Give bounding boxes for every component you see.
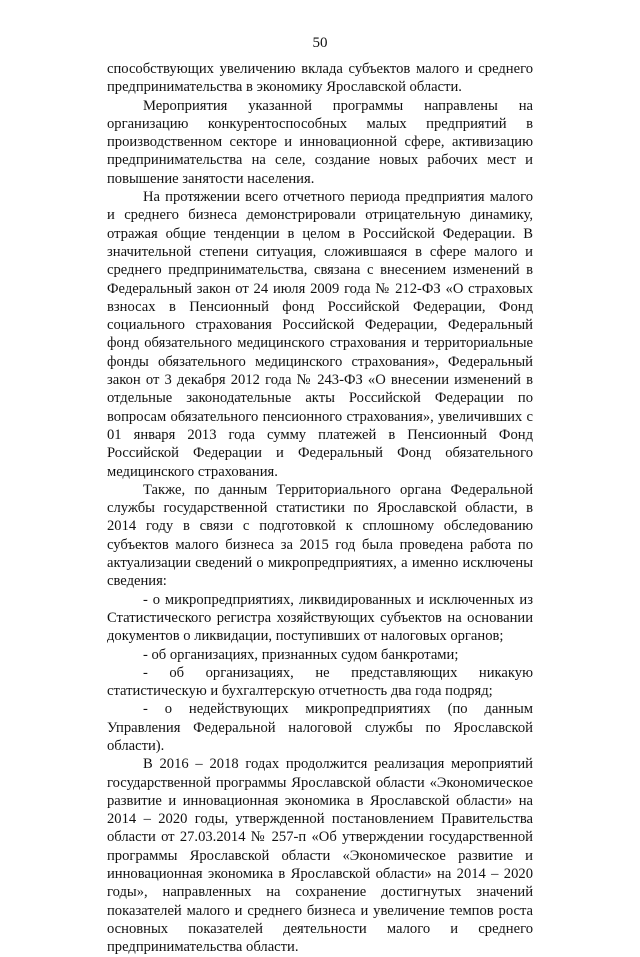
paragraph-continuation: способствующих увеличению вклада субъектов малого и среднего предпринимательства в экономику Ярославской области.	[107, 61, 533, 96]
list-item-liquidated: - о микропредприятиях, ликвидированных и исключенных из Статистического регистра хозяйствующих субъектов на основании документов о ликвидации, поступивших от налоговых органов;	[107, 591, 533, 645]
list-item-no-reporting: - об организациях, не представляющих никакую статистическую и бухгалтерскую отчетность два года подряд;	[107, 664, 533, 700]
paragraph-program-measures: Мероприятия указанной программы направлены на организацию конкурентоспособных малых предприятий в производственном секторе и инновационной сфере, активизацию предпринимательства на селе, создание новых рабочих мест и повышение занятости населения.	[107, 97, 533, 187]
list-item-inactive: - о недействующих микропредприятиях (по данным Управления Федеральной налоговой службы по Ярославской области).	[107, 701, 533, 754]
paragraph-statistics-update: Также, по данным Территориального органа Федеральной службы государственной статистики по Ярославской области, в 2014 году в связи с подготовкой к сплошному обследованию субъектов малого бизнеса за 2015 год была проведена работа по актуализации сведений о микропредприятиях, а именно исключены сведения:	[107, 481, 533, 590]
paragraph-negative-dynamics: На протяжении всего отчетного периода предприятия малого и среднего бизнеса демонстрировали отрицательную динамику, отражая общие тенденции в целом в Российской Федерации. В значительной степени ситуация, сложившаяся в сфере малого и среднего предпринимательства, связана с внесением изменений в Федеральный закон от 24 июля 2009 года № 212-ФЗ «О страховых взносах в Пенсионный фонд Российской Федерации, Фонд социального страхования Российской Федерации, Федеральный фонд обязательного медицинского страхования и территориальные фонды обязательного медицинского страхования», Федеральный закон от 3 декабря 2012 года № 243-ФЗ «О внесении изменений в отдельные законодательные акты Российской Федерации по вопросам обязательного пенсионного страхования», увеличивших с 01 января 2013 года сумму платежей в Пенсионный Фонд Российской Федерации и Федеральный Фонд обязательного медицинского страхования.	[107, 189, 533, 480]
paragraph-state-program: В 2016 – 2018 годах продолжится реализация мероприятий государственной программы Ярославской области «Экономическое развитие и инновационная экономика в Ярославской области» на 2014 – 2020 годы, утвержденной постановлением Правительства области от 27.03.2014 № 257-п «Об утверждении государственной программы Ярославской области «Экономическое развитие и инновационная экономика в Ярославской области» на 2014 – 2020 годы», направленных на сохранение достигнутых значений показателей малого и среднего бизнеса и увеличение темпов роста основных показателей деятельности малого и среднего предпринимательства области.	[107, 756, 533, 956]
document-body	[107, 60, 533, 957]
list-item-bankrupt: - об организациях, признанных судом банкротами;	[143, 646, 459, 663]
page-number: 50	[312, 35, 328, 51]
